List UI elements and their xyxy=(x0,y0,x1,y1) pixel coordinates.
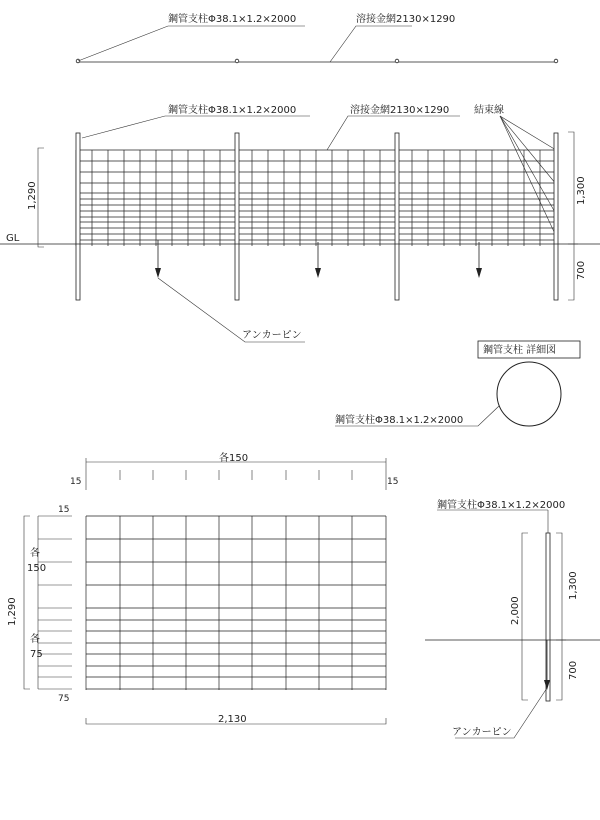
mesh-height-label: 1,290 xyxy=(7,597,18,626)
right-depth-label: 700 xyxy=(576,260,587,280)
plan-post-2 xyxy=(235,59,239,63)
mesh-height-dim xyxy=(24,516,30,689)
plan-post-4 xyxy=(554,59,558,63)
mesh-edge-right: 15 xyxy=(387,477,399,487)
side-total-dim xyxy=(522,533,528,700)
front-anchor-pin-2 xyxy=(315,242,321,278)
tie-leader-4 xyxy=(500,116,556,236)
mesh-bottom-edge: 75 xyxy=(58,694,70,704)
front-elevation xyxy=(0,103,600,342)
mesh-pitch-lower-each: 各 xyxy=(30,634,40,645)
mesh-pitch-upper-each: 各 xyxy=(30,548,40,559)
front-tie-label: 結束線 xyxy=(474,105,504,116)
mesh-dimension-view xyxy=(7,451,398,725)
front-post-leader xyxy=(82,116,310,138)
front-anchor-pin-3 xyxy=(476,242,482,278)
mesh-pitch-upper-value: 150 xyxy=(27,563,47,574)
front-post-3 xyxy=(395,133,399,300)
mesh-pitch-label: 各150 xyxy=(219,453,249,464)
side-anchor-label: アンカーピン xyxy=(452,727,512,738)
right-dim-line xyxy=(568,132,574,300)
gl-label: GL xyxy=(6,233,20,244)
right-height-label: 1,300 xyxy=(576,176,587,205)
plan-view xyxy=(76,12,558,63)
plan-post-3 xyxy=(395,59,399,63)
side-above-label: 1,300 xyxy=(568,571,579,600)
side-total-label: 2,000 xyxy=(510,596,521,625)
front-mesh-label: 溶接金網2130×1290 xyxy=(350,105,450,116)
mesh-pitch-lower-value: 75 xyxy=(30,649,43,660)
post-detail xyxy=(335,341,580,426)
side-view xyxy=(425,498,600,738)
mesh-top-edge: 15 xyxy=(58,505,70,515)
plan-post-leader xyxy=(78,26,305,61)
plan-post-label: 鋼管支柱Φ38.1×1.2×2000 xyxy=(168,14,297,25)
front-post-label: 鋼管支柱Φ38.1×1.2×2000 xyxy=(168,105,297,116)
mesh-edge-left: 15 xyxy=(70,477,82,487)
front-anchor-label: アンカーピン xyxy=(242,330,302,341)
left-height-dim xyxy=(38,148,44,247)
side-post-label: 鋼管支柱Φ38.1×1.2×2000 xyxy=(437,500,566,511)
front-mesh-leader xyxy=(327,116,460,150)
mesh-top-ticks xyxy=(120,470,352,480)
mesh-left-ticks xyxy=(38,516,72,689)
side-below-label: 700 xyxy=(568,660,579,680)
front-post-2 xyxy=(235,133,239,300)
plan-mesh-label: 溶接金網2130×1290 xyxy=(356,14,456,25)
front-post-4 xyxy=(554,133,558,300)
detail-title: 鋼管支柱 詳細図 xyxy=(483,345,557,356)
mesh-width-label: 2,130 xyxy=(218,714,247,725)
left-height-label: 1,290 xyxy=(27,181,38,210)
side-right-dim xyxy=(556,533,562,700)
post-section-circle xyxy=(497,362,561,426)
tie-leader-1 xyxy=(500,116,556,150)
detail-post-label: 鋼管支柱Φ38.1×1.2×2000 xyxy=(335,415,464,426)
plan-mesh-leader xyxy=(330,26,412,62)
front-mesh-grid xyxy=(76,150,558,246)
mesh-grid xyxy=(86,516,386,690)
front-post-1 xyxy=(76,133,80,300)
